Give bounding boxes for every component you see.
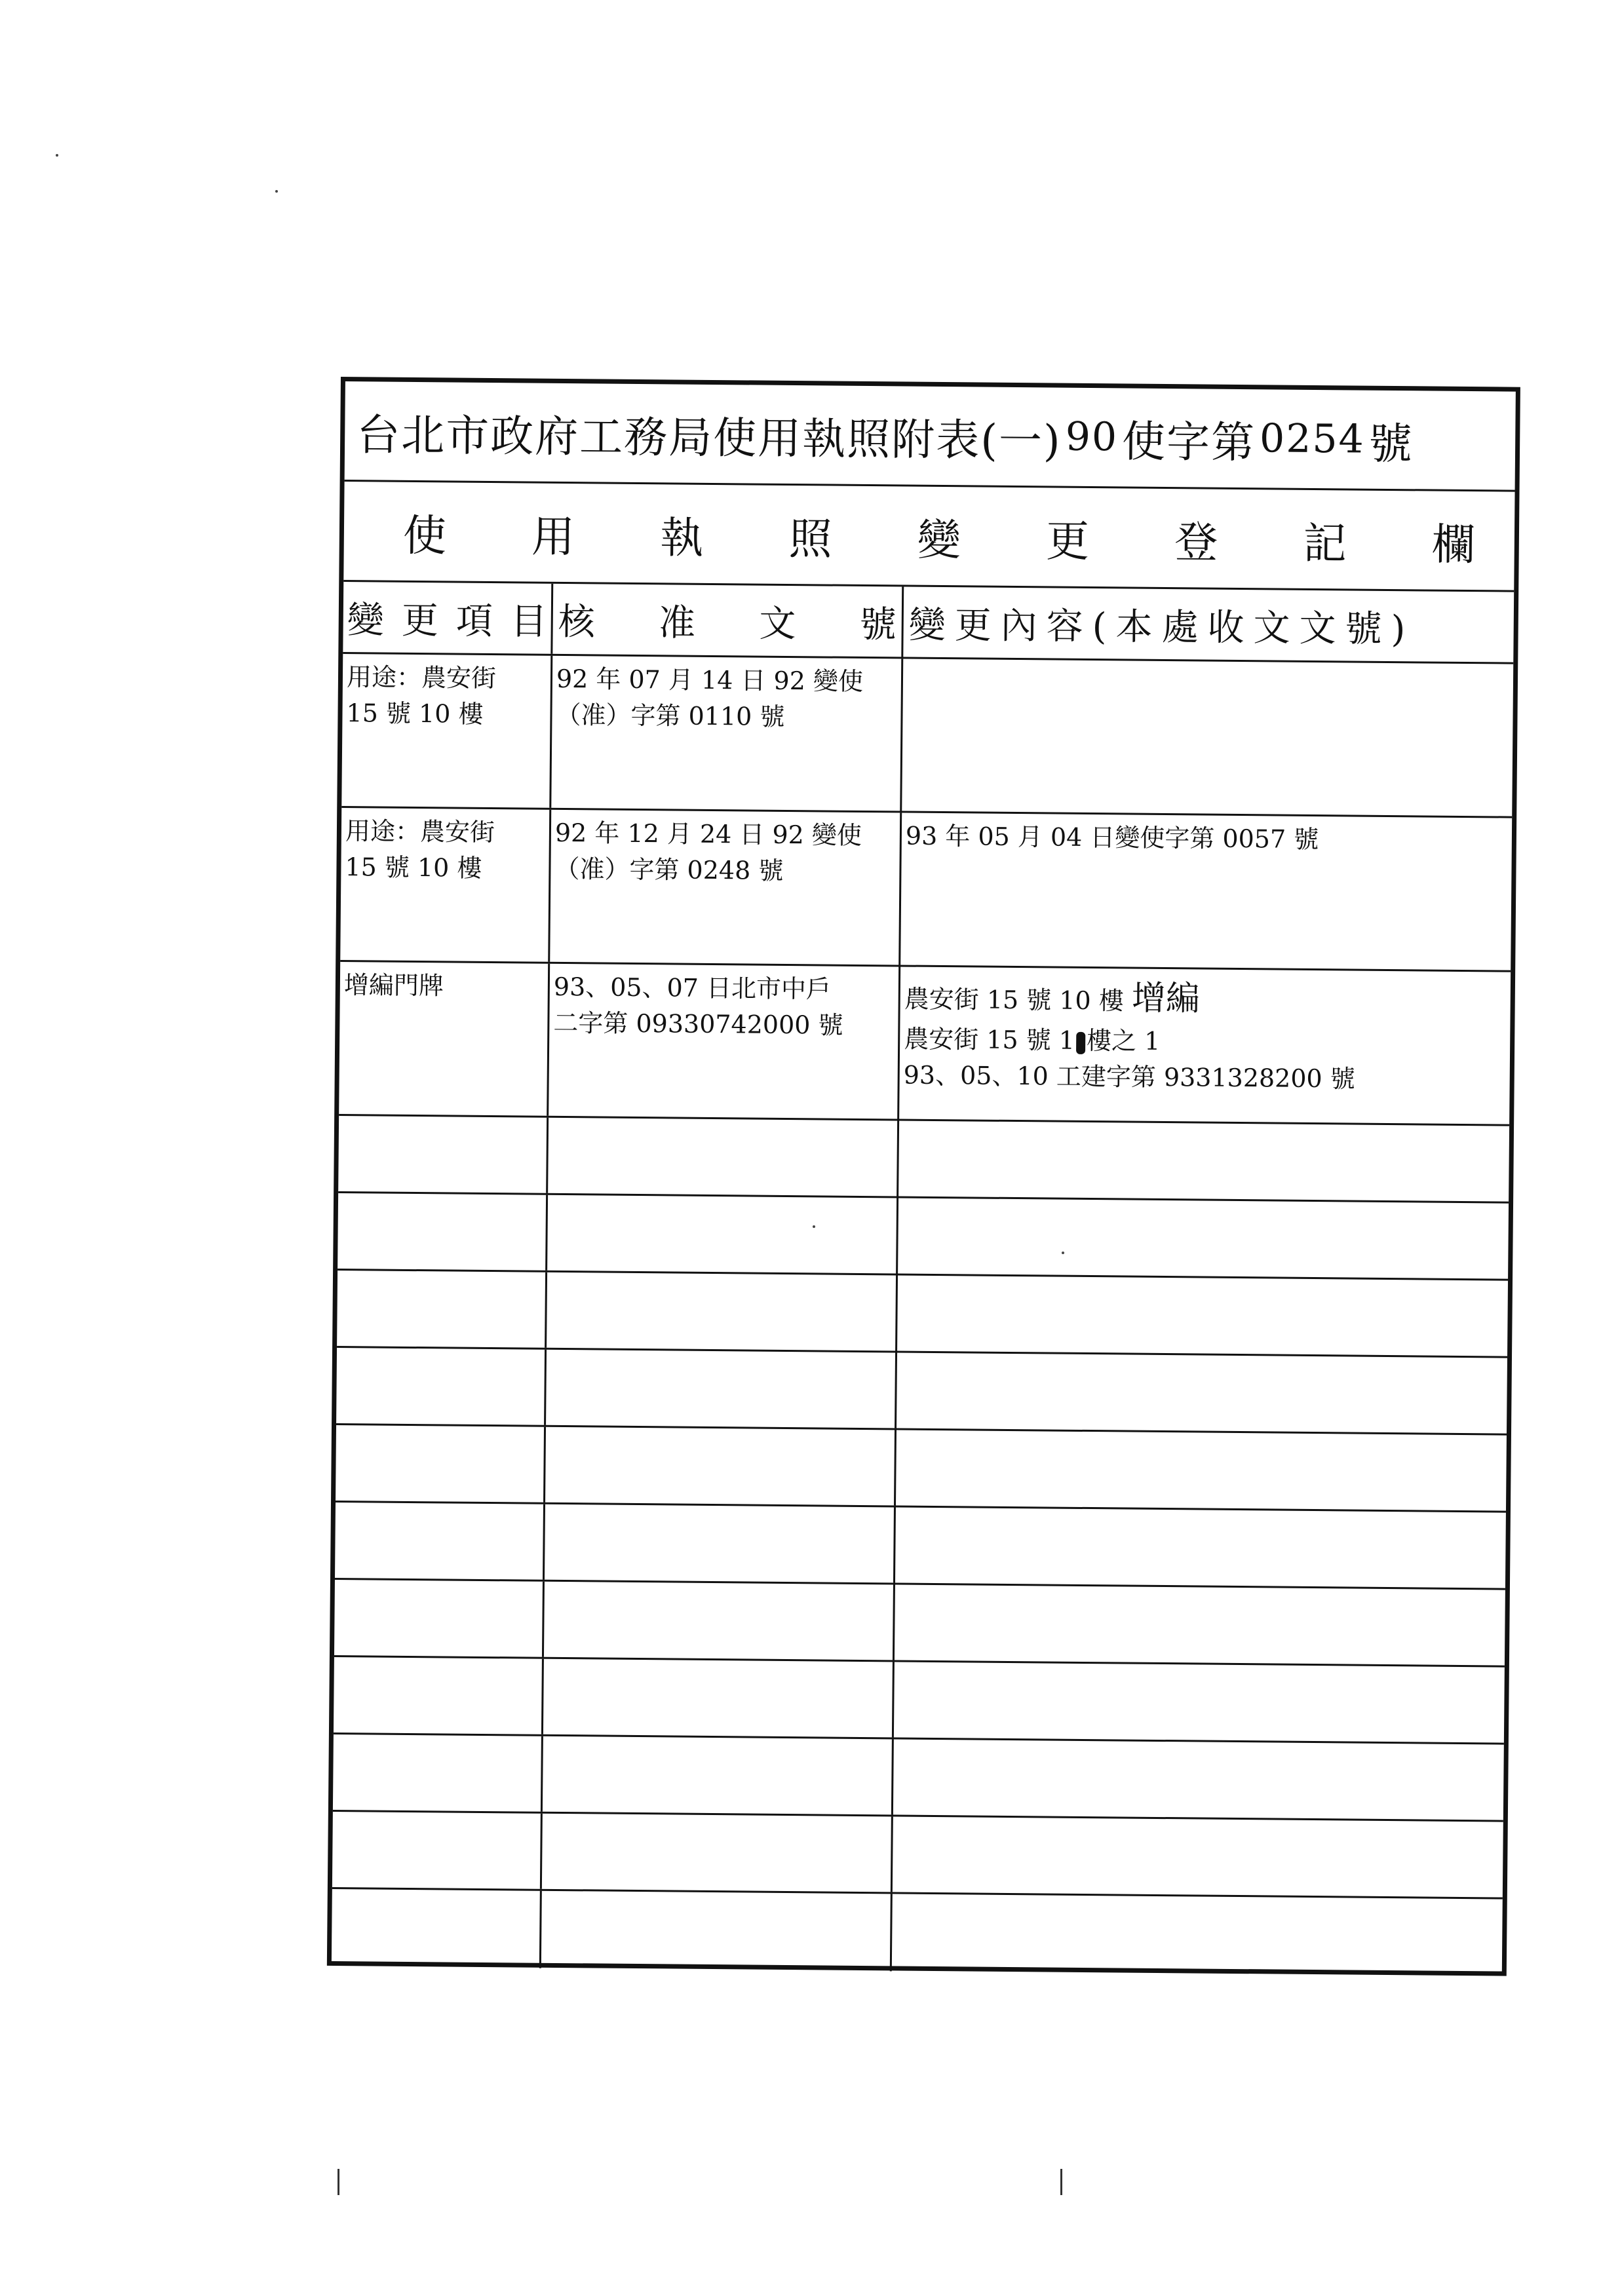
subtitle-char: 登	[1174, 516, 1218, 568]
header-char: 更	[401, 599, 439, 642]
subtitle-char: 變	[917, 514, 961, 565]
empty-cell	[893, 1816, 1503, 1897]
form-title	[345, 381, 1516, 492]
empty-cell	[335, 1502, 545, 1580]
approval-number-cell	[551, 656, 903, 811]
cell-line: 增編門牌	[343, 970, 444, 1001]
empty-cell	[896, 1430, 1507, 1510]
ink-blot	[1076, 1032, 1085, 1054]
empty-cell	[893, 1739, 1504, 1820]
cell-line: 93、05、07 日北市中戶	[553, 972, 832, 1004]
empty-cell	[336, 1348, 547, 1425]
empty-cell	[332, 1812, 543, 1889]
empty-cell	[547, 1272, 898, 1351]
change-content-cell	[899, 966, 1511, 1124]
scan-speck	[56, 154, 58, 157]
subtitle-char: 記	[1303, 518, 1347, 569]
approval-number-cell	[549, 964, 900, 1119]
empty-cell	[548, 1118, 899, 1196]
empty-cell	[333, 1734, 543, 1812]
subtitle-char: 更	[1045, 515, 1090, 567]
header-change-item	[343, 582, 553, 654]
empty-cell	[892, 1894, 1503, 1976]
header-approval-number	[552, 584, 904, 657]
handwritten-note: 增編	[1131, 978, 1201, 1019]
cell-line: 93 年 05 月 04 日變使字第 0057 號	[905, 821, 1319, 854]
cell-line: 15 號 10 樓	[346, 698, 484, 729]
cell-line	[904, 1022, 1506, 1063]
cell-line: 用途：農安街	[345, 816, 495, 847]
empty-table-row	[334, 1580, 1505, 1668]
table-row	[339, 962, 1511, 1126]
address-text: 樓之 1	[1086, 1026, 1161, 1056]
empty-cell	[898, 1120, 1509, 1201]
title-text: 台北市政府工務局使用執照附表(一)	[356, 409, 1062, 467]
empty-cell	[545, 1504, 896, 1583]
empty-cell	[334, 1657, 544, 1734]
cell-line: 92 年 07 月 14 日 92 變使	[556, 664, 864, 696]
empty-cell	[897, 1352, 1507, 1433]
scan-speck	[813, 1225, 815, 1228]
subtitle-char: 照	[788, 513, 832, 565]
empty-table-row	[334, 1657, 1505, 1745]
table-row	[341, 654, 1513, 818]
empty-table-row	[337, 1271, 1508, 1358]
cell-line: （准）字第 0110 號	[556, 700, 785, 732]
header-char: 文	[759, 602, 796, 645]
title-permit-prefix: 使字第	[1121, 415, 1256, 468]
change-item-cell	[341, 654, 552, 808]
empty-table-row	[338, 1116, 1509, 1204]
license-change-form	[327, 377, 1520, 1976]
scan-speck	[275, 190, 278, 193]
empty-cell	[332, 1889, 542, 1968]
empty-cell	[545, 1427, 897, 1506]
empty-table-row	[336, 1348, 1507, 1436]
change-content-cell	[900, 813, 1512, 970]
empty-cell	[336, 1425, 546, 1502]
header-char: 目	[510, 600, 548, 643]
change-item-cell	[339, 962, 550, 1116]
empty-cell	[543, 1736, 894, 1815]
address-text: 農安街 15 號 1	[904, 1024, 1075, 1056]
header-char: 變	[347, 598, 385, 642]
empty-cell	[895, 1507, 1506, 1588]
cell-line: 92 年 12 月 24 日 92 變使	[554, 818, 862, 850]
empty-cell	[338, 1116, 549, 1193]
empty-table-row	[332, 1889, 1503, 1977]
empty-cell	[547, 1195, 898, 1274]
empty-table-row	[332, 1812, 1503, 1900]
cell-line	[904, 972, 1507, 1027]
scan-speck	[1062, 1252, 1064, 1254]
empty-cell	[337, 1271, 547, 1348]
change-content-cell	[902, 659, 1513, 816]
empty-cell	[894, 1662, 1505, 1742]
cell-line: 二字第 09330742000 號	[553, 1008, 843, 1040]
subtitle-char: 用	[531, 511, 575, 562]
empty-cell	[546, 1350, 897, 1428]
empty-cell	[334, 1580, 545, 1657]
table-row	[340, 808, 1512, 972]
title-year: 90	[1065, 413, 1119, 461]
scan-mark	[338, 2169, 339, 2195]
empty-table-row	[333, 1734, 1504, 1822]
empty-cell	[897, 1275, 1508, 1356]
approval-number-cell	[550, 810, 902, 965]
cell-line: （准）字第 0248 號	[554, 854, 784, 886]
title-permit-number: 0254	[1259, 415, 1366, 463]
cell-line: 15 號 10 樓	[345, 852, 482, 883]
empty-cell	[544, 1582, 895, 1660]
table-header-row	[343, 582, 1514, 664]
header-char: 號	[859, 603, 897, 646]
empty-cell	[541, 1891, 893, 1972]
subtitle-char: 使	[402, 510, 447, 561]
empty-cell	[338, 1193, 548, 1271]
header-char: 准	[658, 601, 696, 645]
empty-cell	[543, 1659, 895, 1738]
subtitle-char: 欄	[1431, 519, 1476, 570]
empty-table-row	[335, 1502, 1506, 1590]
empty-table-row	[338, 1193, 1509, 1281]
address-text: 農安街 15 號 10 樓	[904, 984, 1124, 1016]
change-item-cell	[340, 808, 551, 962]
empty-cell	[898, 1198, 1509, 1278]
form-subtitle	[343, 482, 1514, 592]
empty-table-row	[336, 1425, 1507, 1513]
title-suffix: 號	[1368, 418, 1414, 469]
scan-mark	[1060, 2169, 1062, 2195]
cell-line: 用途：農安街	[346, 662, 497, 693]
header-change-content: 變更內容(本處收文文號)	[908, 603, 1415, 651]
cell-line: 93、05、10 工建字第 9331328200 號	[903, 1061, 1355, 1094]
empty-cell	[895, 1584, 1505, 1665]
header-char: 項	[455, 600, 493, 643]
change-record-table	[332, 582, 1514, 1977]
empty-cell	[542, 1814, 893, 1892]
subtitle-char: 執	[660, 512, 704, 564]
header-char: 核	[558, 600, 596, 643]
